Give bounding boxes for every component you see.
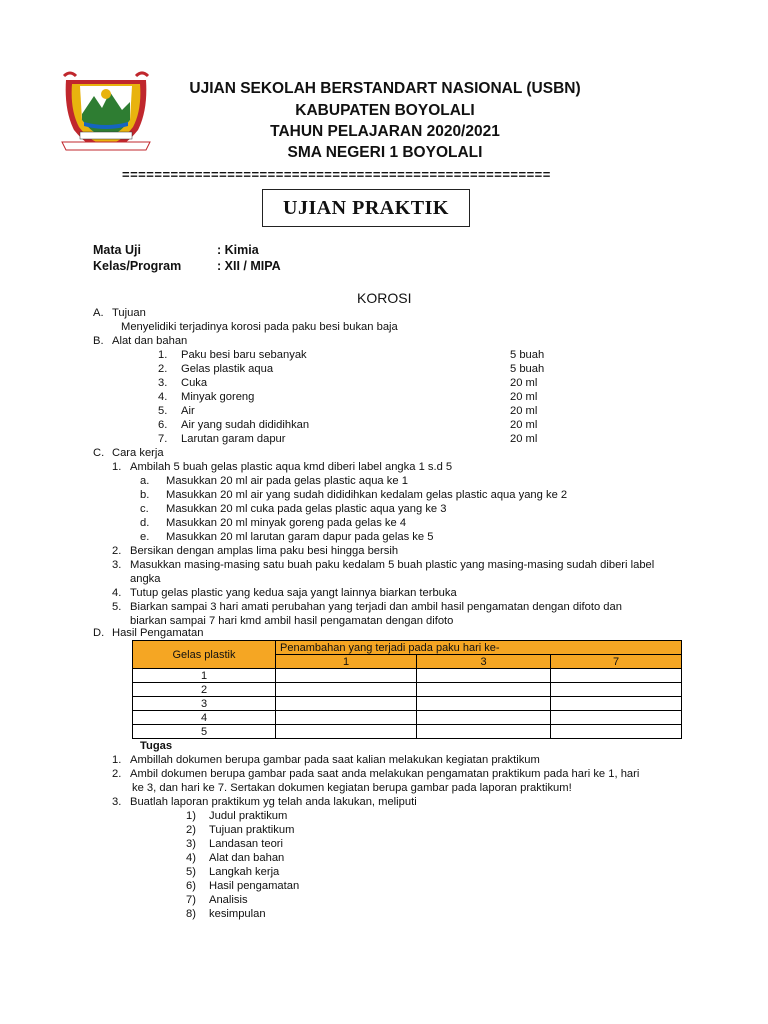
header-line-3: TAHUN PELAJARAN 2020/2021 <box>270 123 500 140</box>
table-cell <box>417 711 551 725</box>
table-cell <box>276 683 417 697</box>
table-row <box>133 697 682 711</box>
section-c-title: Cara kerja <box>112 447 164 459</box>
table-row-number: 3 <box>133 697 276 711</box>
step-num: 5. <box>112 601 122 613</box>
report-num: 3) <box>186 838 196 850</box>
table-cell <box>551 669 682 683</box>
step-text: Tutup gelas plastic yang kedua saja yangt lainnya biarkan terbuka <box>130 587 457 599</box>
material-num: 6. <box>158 419 168 431</box>
material-num: 2. <box>158 363 168 375</box>
step-num: 4. <box>112 587 122 599</box>
table-cell <box>417 669 551 683</box>
report-num: 8) <box>186 908 196 920</box>
step-text: Masukkan 20 ml minyak goreng pada gelas ke 4 <box>166 517 407 529</box>
material-name: Air <box>181 405 195 417</box>
report-text: Tujuan praktikum <box>209 824 295 836</box>
section-a-text: Menyelidiki terjadinya korosi pada paku besi bukan baja <box>121 321 398 333</box>
material-num: 1. <box>158 349 168 361</box>
material-num: 4. <box>158 391 168 403</box>
material-num: 5. <box>158 405 168 417</box>
table-row-number: 4 <box>133 711 276 725</box>
table-cell <box>417 683 551 697</box>
report-num: 7) <box>186 894 196 906</box>
tugas-num: 3. <box>112 796 122 808</box>
report-text: Landasan teori <box>209 838 284 850</box>
section-a-label: A. <box>93 307 104 319</box>
meta-value-class: : XII / MIPA <box>217 259 281 273</box>
report-text: kesimpulan <box>209 908 266 920</box>
table-cell <box>551 683 682 697</box>
material-qty: 20 ml <box>510 419 538 431</box>
report-num: 1) <box>186 810 196 822</box>
table-cell <box>276 669 417 683</box>
material-name: Minyak goreng <box>181 391 255 403</box>
step-num: d. <box>140 517 150 529</box>
table-row-number: 2 <box>133 683 276 697</box>
header-line-1: UJIAN SEKOLAH BERSTANDART NASIONAL (USBN) <box>189 80 581 97</box>
header-separator: ===================================================== <box>122 167 551 182</box>
tugas-text: Ambillah dokumen berupa gambar pada saat kalian melakukan kegiatan praktikum <box>130 754 540 766</box>
meta-value-subject: : Kimia <box>217 243 259 257</box>
tugas-num: 2. <box>112 768 122 780</box>
report-text: Langkah kerja <box>209 866 280 878</box>
material-name: Air yang sudah dididihkan <box>181 419 310 431</box>
table-row-number: 5 <box>133 725 276 739</box>
step-num: e. <box>140 531 150 543</box>
table-day-header: 1 <box>276 655 417 669</box>
report-text: Alat dan bahan <box>209 852 285 864</box>
material-qty: 20 ml <box>510 405 538 417</box>
step-text: Masukkan 20 ml air pada gelas plastic aqua ke 1 <box>166 475 408 487</box>
material-num: 3. <box>158 377 168 389</box>
section-a-title: Tujuan <box>112 307 146 319</box>
table-row <box>133 683 682 697</box>
step-text: Masukkan 20 ml air yang sudah dididihkan kedalam gelas plastic aqua yang ke 2 <box>166 489 568 501</box>
table-row-number: 1 <box>133 669 276 683</box>
report-text: Hasil pengamatan <box>209 880 300 892</box>
tugas-text: ke 3, dan hari ke 7. Sertakan dokumen kegiatan berupa gambar pada laporan praktikum! <box>132 782 572 794</box>
step-text: Masukkan 20 ml larutan garam dapur pada gelas ke 5 <box>166 531 434 543</box>
table-row <box>133 669 682 683</box>
exam-type-box: UJIAN PRAKTIK <box>262 189 470 227</box>
section-c-label: C. <box>93 447 105 459</box>
material-qty: 5 buah <box>510 363 545 375</box>
tugas-title: Tugas <box>140 740 173 752</box>
material-num: 7. <box>158 433 168 445</box>
table-day-header: 7 <box>551 655 682 669</box>
step-num: c. <box>140 503 149 515</box>
material-name: Cuka <box>181 377 208 389</box>
table-group-header: Penambahan yang terjadi pada paku hari ke- <box>276 641 682 655</box>
table-cell <box>417 725 551 739</box>
meta-label-class: Kelas/Program <box>93 259 182 273</box>
observation-table <box>132 640 682 739</box>
table-row <box>133 711 682 725</box>
step-num: a. <box>140 475 150 487</box>
table-cell <box>551 697 682 711</box>
document-title: KOROSI <box>357 290 412 306</box>
report-num: 2) <box>186 824 196 836</box>
boyolali-seal-logo <box>60 70 152 152</box>
step-text: Bersikan dengan amplas lima paku besi hingga bersih <box>130 545 399 557</box>
report-num: 4) <box>186 852 196 864</box>
table-row <box>133 725 682 739</box>
material-name: Larutan garam dapur <box>181 433 286 445</box>
table-day-header: 3 <box>417 655 551 669</box>
tugas-text: Buatlah laporan praktikum yg telah anda lakukan, meliputi <box>130 796 417 808</box>
table-cell <box>551 711 682 725</box>
material-qty: 20 ml <box>510 391 538 403</box>
tugas-num: 1. <box>112 754 122 766</box>
material-qty: 5 buah <box>510 349 545 361</box>
tugas-text: Ambil dokumen berupa gambar pada saat anda melakukan pengamatan praktikum pada hari ke 1, hari <box>130 768 640 780</box>
section-d-label: D. <box>93 627 105 639</box>
report-text: Analisis <box>209 894 248 906</box>
section-b-label: B. <box>93 335 104 347</box>
material-name: Paku besi baru sebanyak <box>181 349 307 361</box>
table-cell <box>276 697 417 711</box>
header-line-4: SMA NEGERI 1 BOYOLALI <box>287 144 483 161</box>
header-line-2: KABUPATEN BOYOLALI <box>295 102 475 119</box>
report-num: 6) <box>186 880 196 892</box>
meta-label-subject: Mata Uji <box>93 243 141 257</box>
step-num: 3. <box>112 559 122 571</box>
step-num: 1. <box>112 461 122 473</box>
step-text: angka <box>130 573 161 585</box>
material-qty: 20 ml <box>510 377 538 389</box>
material-name: Gelas plastik aqua <box>181 363 274 375</box>
step-text: Ambilah 5 buah gelas plastic aqua kmd diberi label angka 1 s.d 5 <box>130 461 453 473</box>
step-text: Masukkan 20 ml cuka pada gelas plastic aqua yang ke 3 <box>166 503 447 515</box>
table-cell <box>276 711 417 725</box>
table-cell <box>276 725 417 739</box>
step-num: b. <box>140 489 150 501</box>
table-cell <box>551 725 682 739</box>
report-num: 5) <box>186 866 196 878</box>
table-col-header: Gelas plastik <box>133 641 276 669</box>
step-text: biarkan sampai 7 hari kmd ambil hasil pengamatan dengan difoto <box>130 615 454 627</box>
step-text: Biarkan sampai 3 hari amati perubahan yang terjadi dan ambil hasil pengamatan dengan difoto dan <box>130 601 622 613</box>
table-cell <box>417 697 551 711</box>
material-qty: 20 ml <box>510 433 538 445</box>
report-text: Judul praktikum <box>209 810 288 822</box>
section-b-title: Alat dan bahan <box>112 335 188 347</box>
step-text: Masukkan masing-masing satu buah paku kedalam 5 buah plastic yang masing-masing sudah diberi label <box>130 559 655 571</box>
section-d-title: Hasil Pengamatan <box>112 627 204 639</box>
step-num: 2. <box>112 545 122 557</box>
